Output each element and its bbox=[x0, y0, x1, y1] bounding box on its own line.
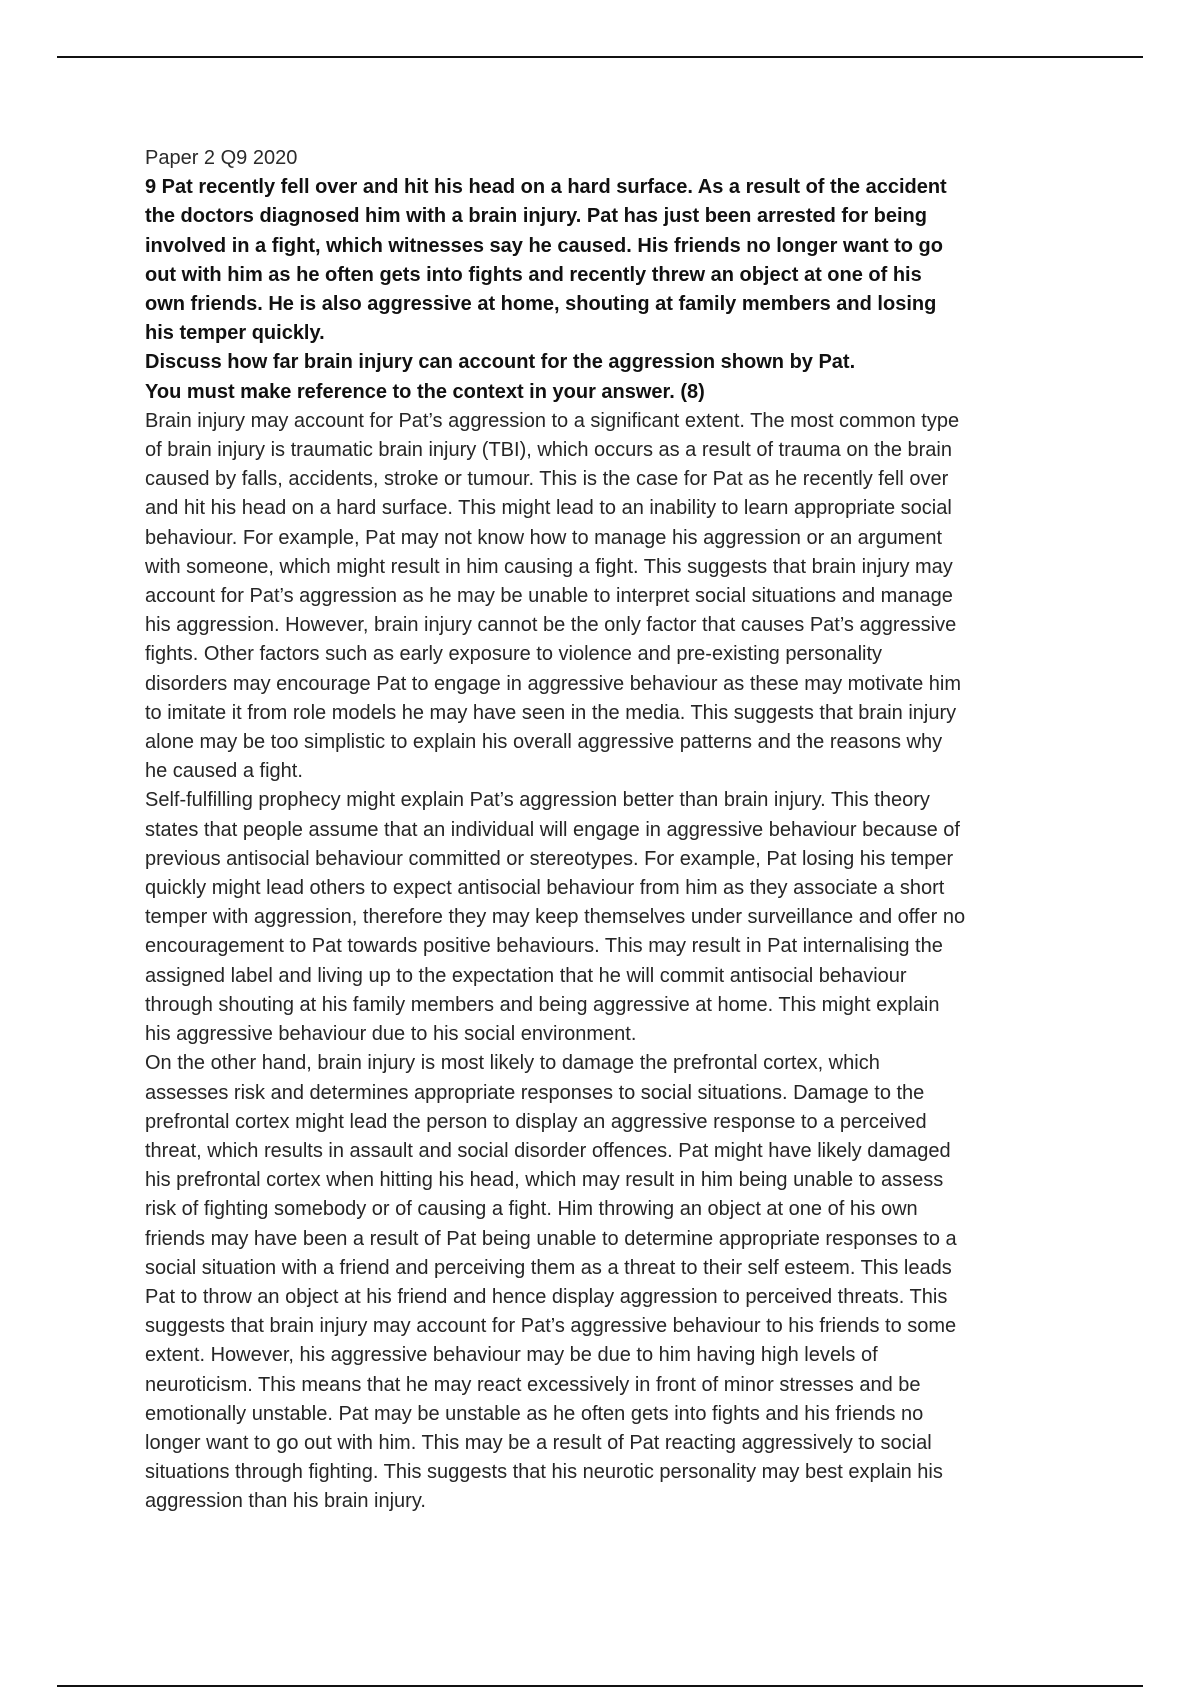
answer-line: with someone, which might result in him causing a fight. This suggests that brain injury may bbox=[145, 555, 953, 578]
question-line: 9 Pat recently fell over and hit his head on a hard surface. As a result of the accident bbox=[145, 176, 947, 199]
question-line: out with him as he often gets into fights and recently threw an object at one of his bbox=[145, 263, 922, 286]
answer-line: disorders may encourage Pat to engage in aggressive behaviour as these may motivate him bbox=[145, 672, 962, 695]
answer-line: states that people assume that an individual will engage in aggressive behaviour because of bbox=[145, 818, 960, 841]
answer-line: On the other hand, brain injury is most likely to damage the prefrontal cortex, which bbox=[145, 1052, 880, 1075]
question-instruction: You must make reference to the context in your answer. (8) bbox=[145, 380, 705, 403]
answer-line: behaviour. For example, Pat may not know how to manage his aggression or an argument bbox=[145, 526, 943, 549]
answer-line: account for Pat’s aggression as he may be unable to interpret social situations and manage bbox=[145, 585, 953, 608]
answer-line: extent. However, his aggressive behaviour may be due to him having high levels of bbox=[145, 1344, 878, 1367]
question-instruction: Discuss how far brain injury can account for the aggression shown by Pat. bbox=[145, 351, 856, 374]
answer-line: his aggression. However, brain injury cannot be the only factor that causes Pat’s aggressive bbox=[145, 614, 957, 637]
answer-line: assigned label and living up to the expectation that he will commit antisocial behaviour bbox=[145, 964, 907, 987]
question-line: own friends. He is also aggressive at home, shouting at family members and losing bbox=[145, 293, 937, 316]
answer-line: fights. Other factors such as early exposure to violence and pre-existing personality bbox=[145, 643, 883, 666]
question-line: involved in a fight, which witnesses say he caused. His friends no longer want to go bbox=[145, 234, 943, 257]
answer-line: his prefrontal cortex when hitting his head, which may result in him being unable to assess bbox=[145, 1169, 944, 1192]
answer-line: Self-fulfilling prophecy might explain Pat’s aggression better than brain injury. This theory bbox=[145, 789, 930, 812]
answer-line: prefrontal cortex might lead the person to display an aggressive response to a perceived bbox=[145, 1110, 927, 1133]
answer-line: Pat to throw an object at his friend and hence display aggression to perceived threats. This bbox=[145, 1285, 948, 1308]
top-rule bbox=[57, 56, 1143, 58]
answer-line: through shouting at his family members and being aggressive at home. This might explain bbox=[145, 993, 940, 1016]
question-block bbox=[145, 173, 1075, 407]
document-body bbox=[145, 144, 1075, 1517]
answer-line: and hit his head on a hard surface. This might lead to an inability to learn appropriate social bbox=[145, 497, 952, 520]
answer-line: quickly might lead others to expect antisocial behaviour from him as they associate a short bbox=[145, 877, 945, 900]
answer-line: friends may have been a result of Pat being unable to determine appropriate responses to a bbox=[145, 1227, 957, 1250]
question-line: the doctors diagnosed him with a brain injury. Pat has just been arrested for being bbox=[145, 205, 927, 228]
answer-line: to imitate it from role models he may have seen in the media. This suggests that brain injury bbox=[145, 701, 957, 724]
answer-line: threat, which results in assault and social disorder offences. Pat might have likely damaged bbox=[145, 1139, 951, 1162]
answer-line: situations through fighting. This suggests that his neurotic personality may best explain his bbox=[145, 1461, 943, 1484]
answer-line: aggression than his brain injury. bbox=[145, 1490, 426, 1513]
answer-line: risk of fighting somebody or of causing a fight. Him throwing an object at one of his own bbox=[145, 1198, 918, 1221]
answer-line: his aggressive behaviour due to his social environment. bbox=[145, 1023, 637, 1046]
answer-line: alone may be too simplistic to explain his overall aggressive patterns and the reasons why bbox=[145, 731, 943, 754]
answer-line: suggests that brain injury may account for Pat’s aggressive behaviour to his friends to some bbox=[145, 1315, 957, 1338]
answer-line: temper with aggression, therefore they may keep themselves under surveillance and offer no bbox=[145, 906, 966, 929]
question-line: his temper quickly. bbox=[145, 322, 325, 345]
answer-line: assesses risk and determines appropriate responses to social situations. Damage to the bbox=[145, 1081, 925, 1104]
answer-line: social situation with a friend and perceiving them as a threat to their self esteem. This leads bbox=[145, 1256, 952, 1279]
answer-line: neuroticism. This means that he may react excessively in front of minor stresses and be bbox=[145, 1373, 921, 1396]
document-header: Paper 2 Q9 2020 bbox=[145, 147, 298, 169]
answer-line: emotionally unstable. Pat may be unstable as he often gets into fights and his friends no bbox=[145, 1402, 924, 1425]
answer-block bbox=[145, 407, 1075, 1517]
answer-line: previous antisocial behaviour committed or stereotypes. For example, Pat losing his temper bbox=[145, 847, 954, 870]
answer-line: caused by falls, accidents, stroke or tumour. This is the case for Pat as he recently fell over bbox=[145, 468, 949, 491]
answer-line: he caused a fight. bbox=[145, 760, 303, 783]
answer-line: Brain injury may account for Pat’s aggression to a significant extent. The most common type bbox=[145, 409, 960, 432]
answer-line: encouragement to Pat towards positive behaviours. This may result in Pat internalising the bbox=[145, 935, 943, 958]
answer-line: longer want to go out with him. This may be a result of Pat reacting aggressively to social bbox=[145, 1431, 932, 1454]
answer-line: of brain injury is traumatic brain injury (TBI), which occurs as a result of trauma on the brain bbox=[145, 439, 952, 462]
bottom-rule bbox=[57, 1685, 1143, 1687]
